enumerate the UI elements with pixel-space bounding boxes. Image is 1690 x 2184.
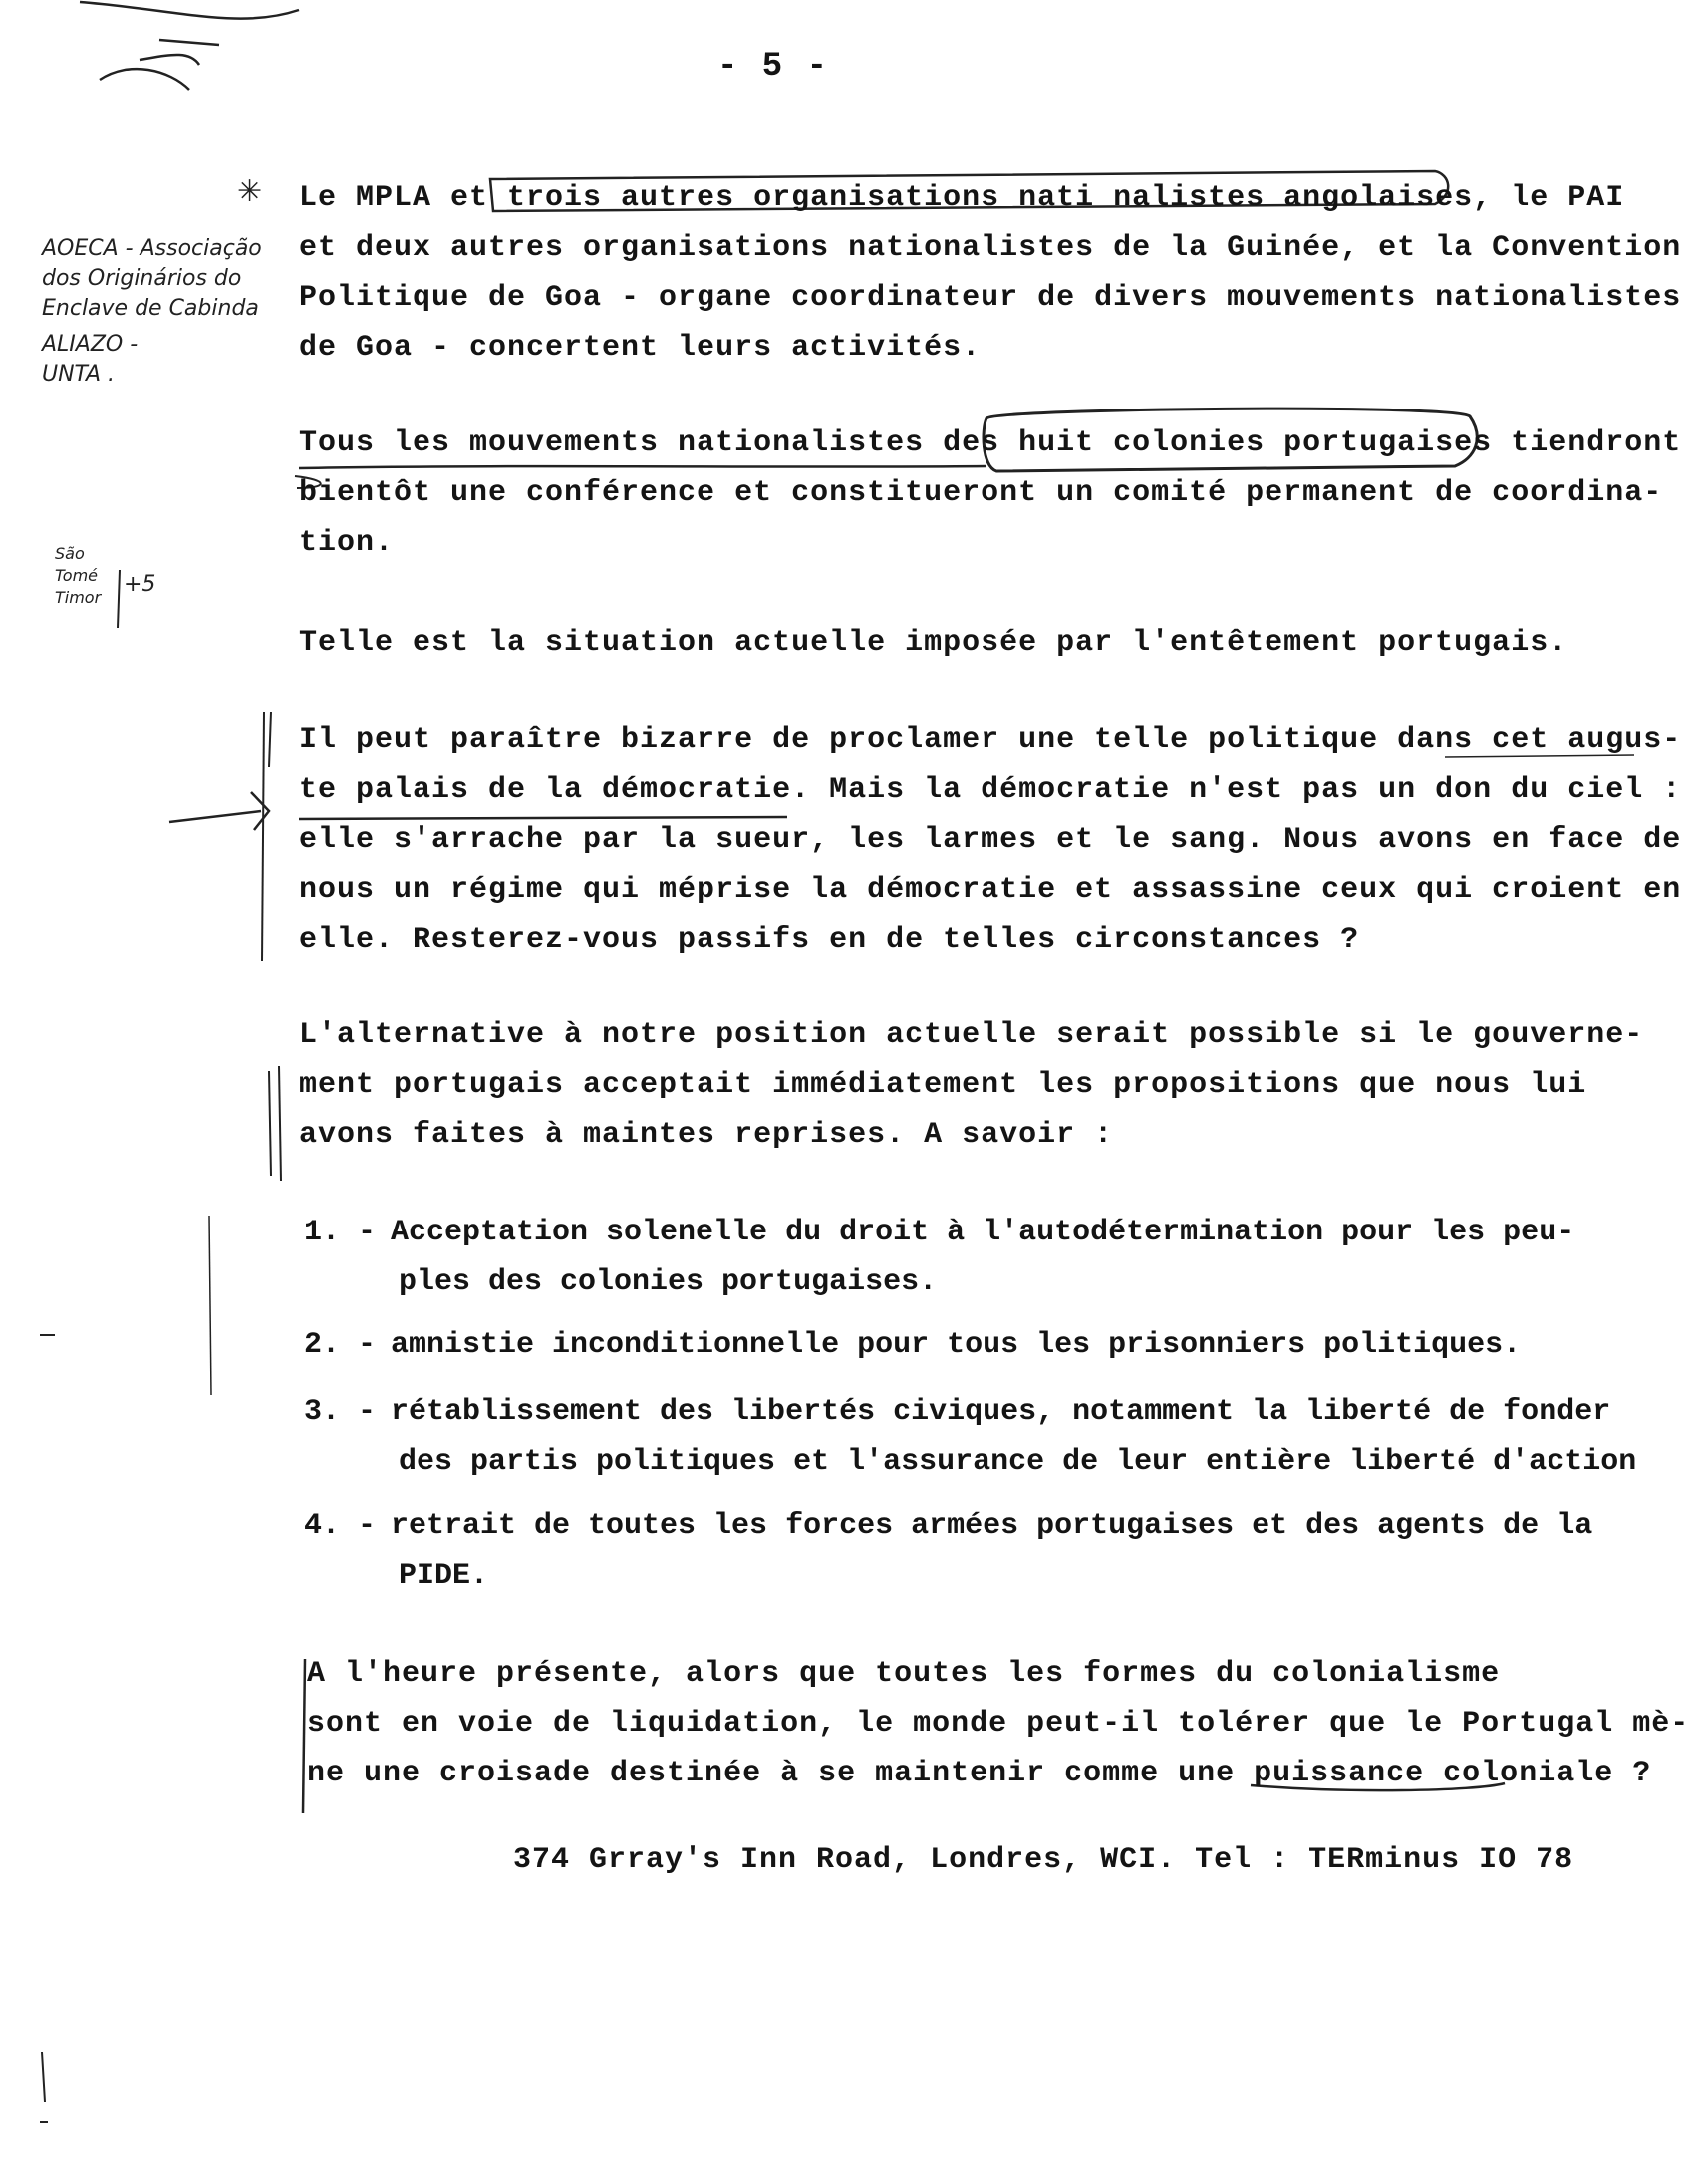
text-line: avons faites à maintes reprises. A savoir :	[299, 1118, 1114, 1152]
text-line: amnistie inconditionnelle pour tous les prisonniers politiques.	[391, 1328, 1522, 1362]
footer-address: 374 Grray's Inn Road, Londres, WCI. Tel : TERminus IO 78	[513, 1843, 1574, 1877]
paragraph-2	[299, 418, 1682, 568]
text-line: retrait de toutes les forces armées portugaises et des agents de la	[391, 1509, 1593, 1543]
text-line: Acceptation solenelle du droit à l'autodétermination pour les peu-	[391, 1216, 1575, 1249]
text-line: Le MPLA et trois autres organisations nati nalistes angolaises, le PAI	[299, 181, 1625, 215]
margin-note-colonies	[55, 543, 101, 609]
margin-note-line: São	[55, 544, 85, 563]
list-item	[391, 1502, 1664, 1601]
text-line: Tous les mouvements nationalistes des huit colonies portugaises tiendront	[299, 426, 1682, 460]
list-number: 3. -	[304, 1395, 377, 1429]
margin-note-line: Timor	[55, 588, 102, 607]
star-mark: ✳	[237, 174, 263, 209]
list-number: 2. -	[304, 1328, 377, 1362]
list-number: 1. -	[304, 1216, 377, 1249]
margin-note-line: ALIAZO -	[42, 332, 139, 357]
text-line: ment portugais acceptait immédiatement les propositions que nous lui	[299, 1068, 1587, 1102]
text-line: ples des colonies portugaises.	[399, 1265, 938, 1299]
margin-note-line: Enclave de Cabinda	[42, 296, 259, 321]
text-line: sont en voie de liquidation, le monde peut-il tolérer que le Portugal mè-	[307, 1707, 1690, 1741]
text-line: tion.	[299, 526, 395, 560]
margin-note-count: +5	[124, 572, 156, 597]
text-line: elle s'arrache par la sueur, les larmes et le sang. Nous avons en face de	[299, 823, 1682, 857]
paragraph-4	[299, 715, 1682, 964]
text-line: Politique de Goa - organe coordinateur de divers mouvements nationalistes	[299, 281, 1682, 315]
text-line: ne une croisade destinée à se maintenir comme une puissance coloniale ?	[307, 1757, 1652, 1790]
text-line: L'alternative à notre position actuelle serait possible si le gouverne-	[299, 1018, 1644, 1052]
text-line: PIDE.	[399, 1559, 489, 1593]
text-line: des partis politiques et l'assurance de leur entière liberté d'action	[399, 1445, 1637, 1479]
text-line: bientôt une conférence et constitueront un comité permanent de coordina-	[299, 476, 1663, 510]
paragraph-1	[299, 173, 1682, 373]
paragraph-3	[299, 618, 1654, 668]
text-line: A l'heure présente, alors que toutes les formes du colonialisme	[307, 1657, 1501, 1691]
text-line: Telle est la situation actuelle imposée par l'entêtement portugais.	[299, 626, 1568, 660]
margin-arrow	[169, 811, 261, 822]
page-number: - 5 -	[717, 48, 830, 86]
margin-note-line: UNTA .	[42, 362, 116, 387]
text-line: nous un régime qui méprise la démocratie et assassine ceux qui croient en	[299, 873, 1682, 907]
margin-bar-2	[269, 1071, 271, 1176]
text-line: te palais de la démocratie. Mais la démocratie n'est pas un don du ciel :	[299, 773, 1682, 807]
margin-note-organisations	[42, 234, 262, 390]
text-line: Il peut paraître bizarre de proclamer une telle politique dans cet augus-	[299, 723, 1682, 757]
margin-bar-1	[262, 712, 264, 961]
list-item	[391, 1387, 1664, 1487]
margin-note-line: Tomé	[55, 566, 99, 585]
list-item	[391, 1208, 1664, 1307]
text-line: elle. Resterez-vous passifs en de telles circonstances ?	[299, 923, 1360, 956]
text-line: rétablissement des libertés civiques, notamment la liberté de fonder	[391, 1395, 1611, 1429]
margin-note-line: AOECA - Associação	[42, 236, 262, 261]
list-number: 4. -	[304, 1509, 377, 1543]
closing-paragraph	[307, 1649, 1690, 1798]
text-line: et deux autres organisations nationalistes de la Guinée, et la Convention	[299, 231, 1682, 265]
margin-bar-3	[209, 1216, 211, 1395]
list-item	[391, 1320, 1664, 1370]
paragraph-5	[299, 1010, 1654, 1160]
margin-note-line: dos Originários do	[42, 266, 242, 291]
scan-mark	[80, 2, 299, 19]
text-line: de Goa - concertent leurs activités.	[299, 331, 982, 365]
